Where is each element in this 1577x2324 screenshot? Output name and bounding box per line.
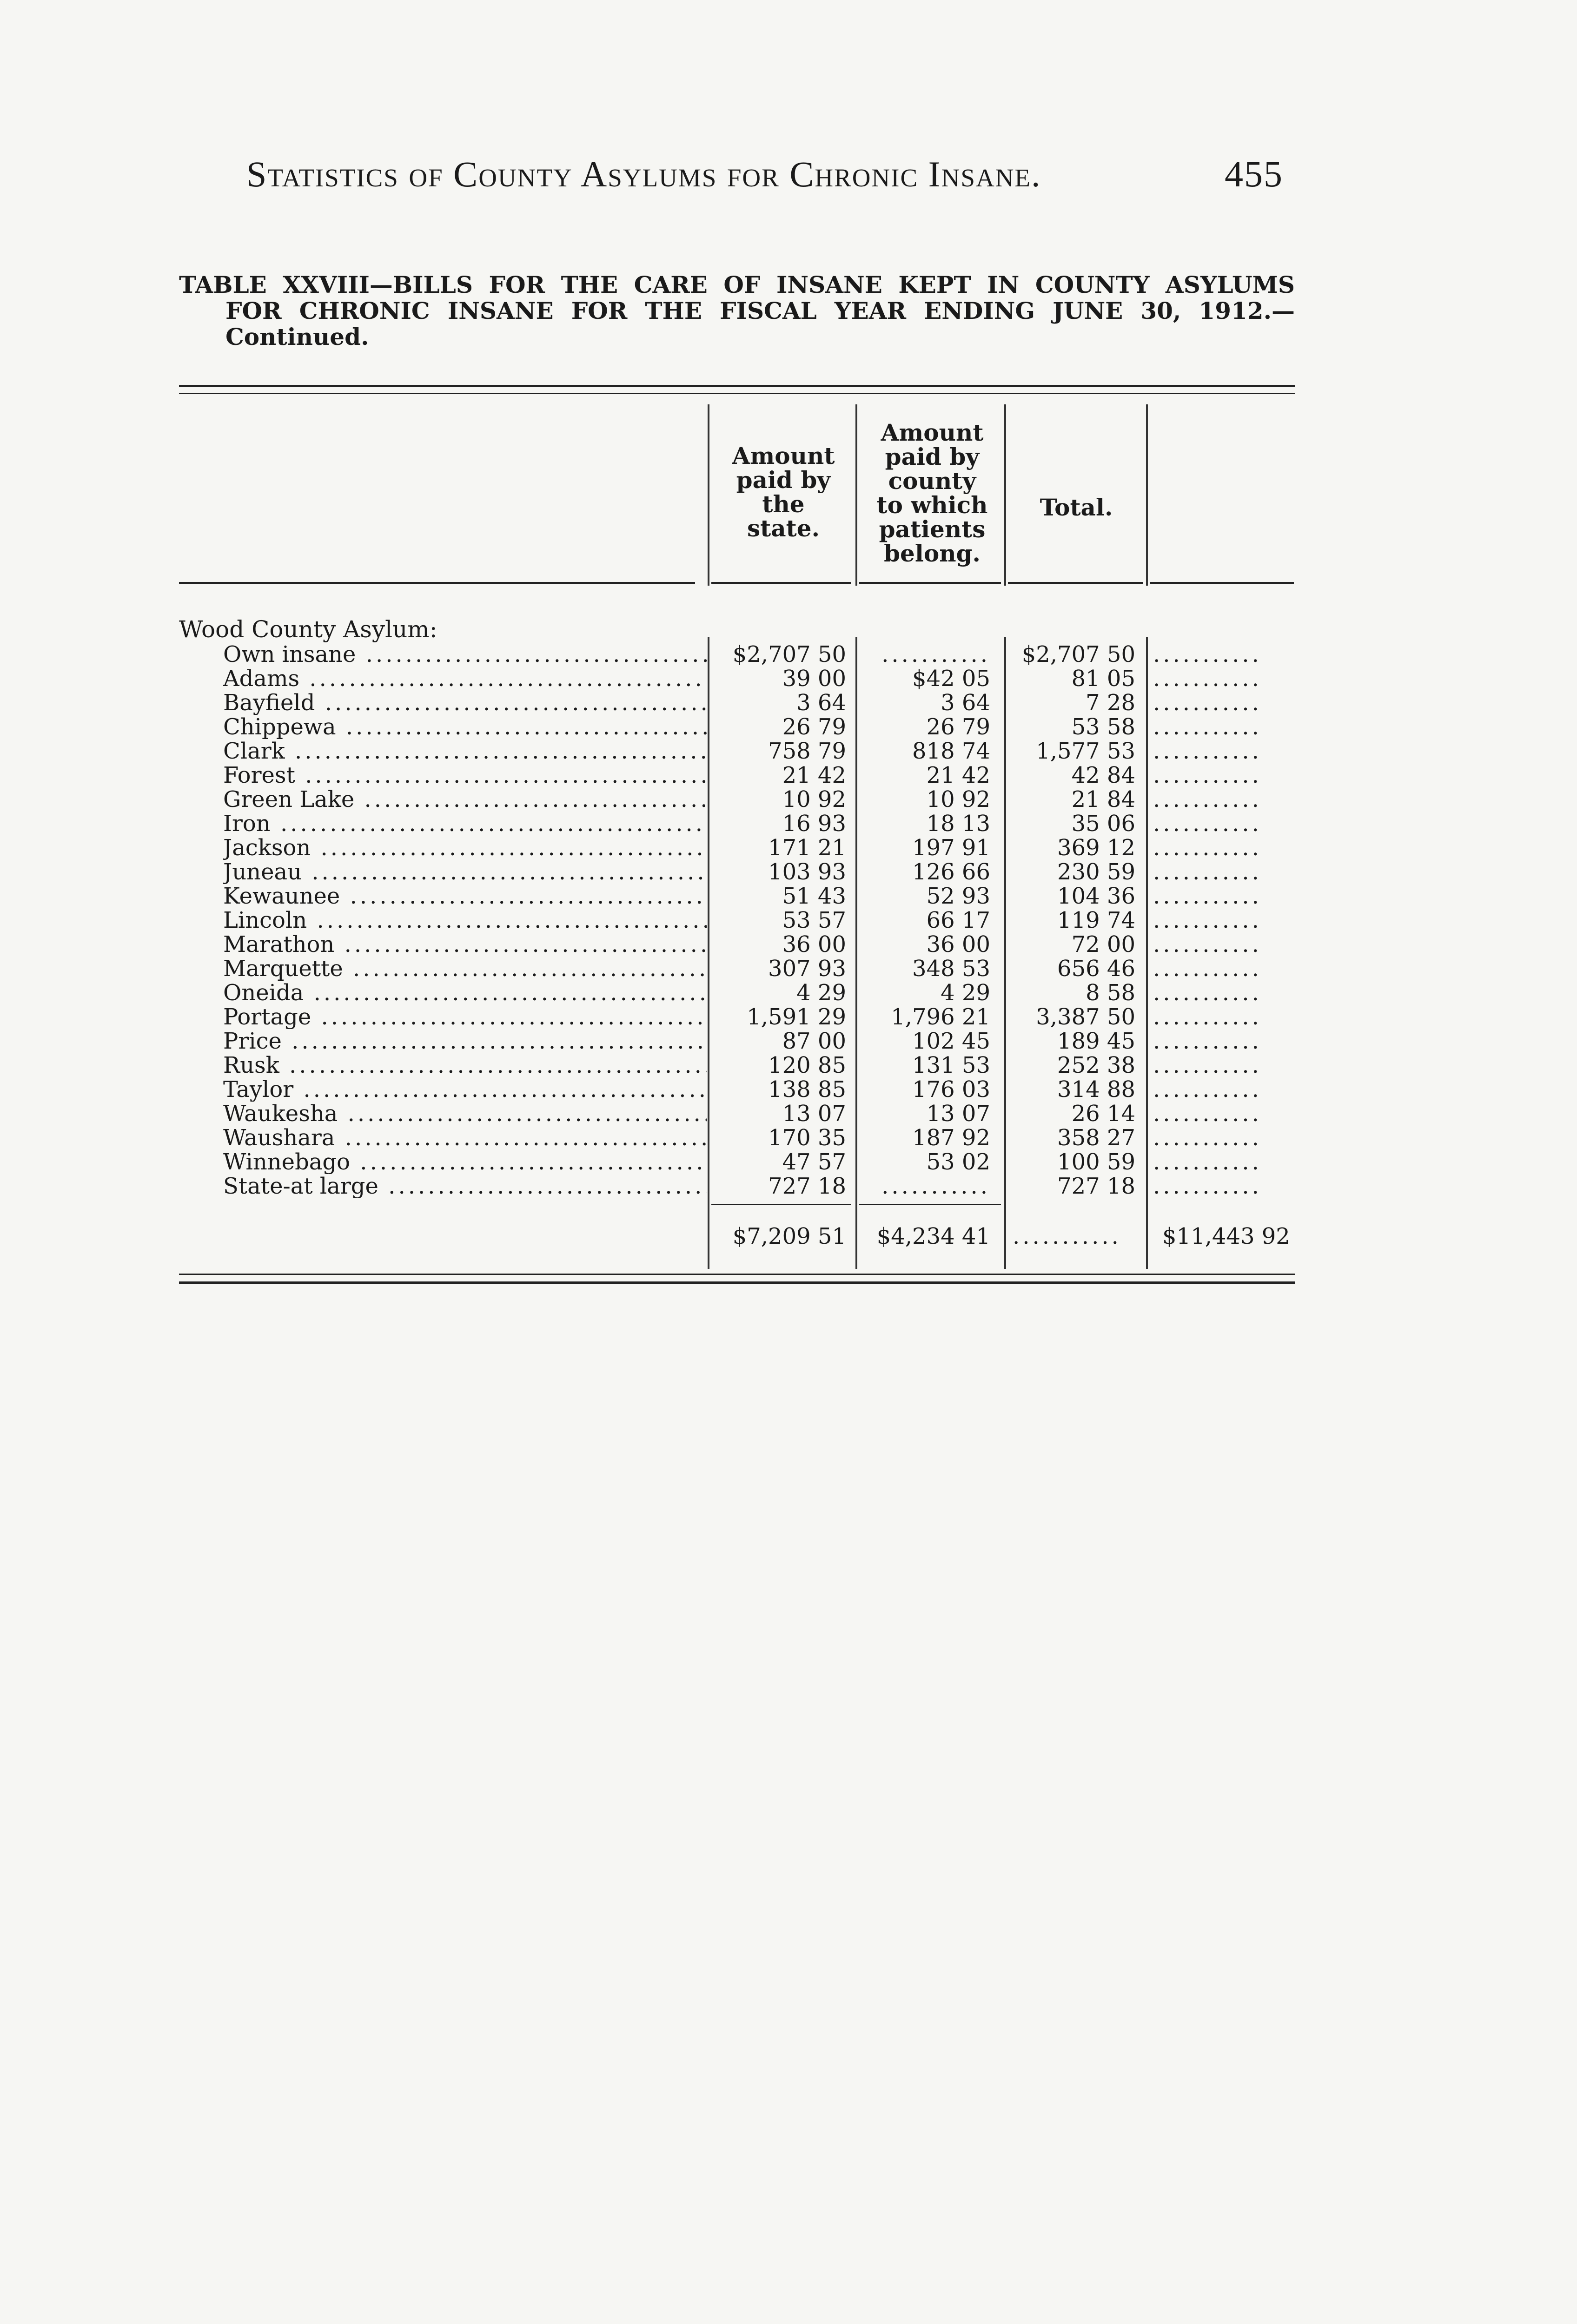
cell-county: 36 00 xyxy=(926,931,990,957)
cell-total: 21 84 xyxy=(1071,786,1135,812)
cell-extra: ........... xyxy=(1153,860,1262,884)
table-row xyxy=(0,812,1577,836)
row-label: Portage ..... xyxy=(223,1005,707,1029)
header-rule-total xyxy=(1008,582,1143,584)
row-label: Taylor ..... xyxy=(223,1077,707,1102)
cell-state: 39 00 xyxy=(782,666,846,692)
header-rule-state xyxy=(711,582,851,584)
cell-total: 727 18 xyxy=(1057,1173,1135,1199)
table-row xyxy=(0,884,1577,908)
cell-total: 369 12 xyxy=(1057,835,1135,861)
table-row xyxy=(0,763,1577,787)
row-label: Clark ..... xyxy=(223,739,707,763)
cell-total: 81 05 xyxy=(1071,666,1135,692)
row-label: Adams ..... xyxy=(223,667,707,691)
table-row xyxy=(0,860,1577,884)
cell-county: 66 17 xyxy=(926,907,990,933)
cell-total: 35 06 xyxy=(1071,811,1135,837)
table-row xyxy=(0,1029,1577,1053)
row-label: Marathon ..... xyxy=(223,932,707,957)
total-county: $4,234 41 xyxy=(876,1223,990,1249)
cell-extra: ........... xyxy=(1153,932,1262,957)
bottom-rule-1 xyxy=(179,1274,1295,1275)
cell-extra: ........... xyxy=(1153,715,1262,739)
cell-state: 53 57 xyxy=(782,907,846,933)
table-row xyxy=(0,1077,1577,1102)
cell-county: ........... xyxy=(881,641,990,667)
col-head-county: Amount paid by county to which patients belong. xyxy=(876,419,988,567)
table-row xyxy=(0,1102,1577,1126)
running-title: Statistics of County Asylums for Chronic Insane. xyxy=(246,154,1041,194)
cell-extra: ........... xyxy=(1153,787,1262,812)
cell-county: 3 64 xyxy=(941,690,990,716)
cell-county: 52 93 xyxy=(926,883,990,909)
row-label: Waushara ..... xyxy=(223,1126,707,1150)
cell-extra: ........... xyxy=(1153,957,1262,981)
col-divider-3 xyxy=(1004,404,1006,586)
row-label: Jackson ..... xyxy=(223,836,707,860)
subtotal-rule-state xyxy=(711,1204,851,1205)
row-label: Forest ..... xyxy=(223,763,707,787)
cell-extra: ........... xyxy=(1153,691,1262,715)
cell-extra: ........... xyxy=(1153,1174,1262,1198)
row-label: Juneau ..... xyxy=(223,860,707,884)
cell-state: $2,707 50 xyxy=(732,641,846,667)
row-label: Marquette ..... xyxy=(223,957,707,981)
cell-county: 348 53 xyxy=(912,956,990,982)
table-row xyxy=(0,691,1577,715)
row-label: State-at large ..... xyxy=(223,1174,707,1198)
table-row xyxy=(0,932,1577,957)
table-row xyxy=(0,1126,1577,1150)
table-row xyxy=(0,787,1577,812)
cell-extra: ........... xyxy=(1153,884,1262,908)
total-total: ........... xyxy=(1013,1223,1121,1249)
total-grand: $11,443 92 xyxy=(1162,1223,1290,1249)
cell-extra: ........... xyxy=(1153,1126,1262,1150)
col-head-total: Total. xyxy=(1040,494,1113,521)
cell-county: 1,796 21 xyxy=(891,1004,990,1030)
row-label: Lincoln ..... xyxy=(223,908,707,932)
cell-total: 656 46 xyxy=(1057,956,1135,982)
cell-state: 47 57 xyxy=(782,1149,846,1175)
cell-extra: ........... xyxy=(1153,981,1262,1005)
cell-state: 87 00 xyxy=(782,1028,846,1054)
cell-state: 170 35 xyxy=(768,1125,846,1151)
table-row xyxy=(0,908,1577,932)
page-header xyxy=(246,153,1283,205)
table-row xyxy=(0,1005,1577,1029)
table-row xyxy=(0,715,1577,739)
row-label: Iron ..... xyxy=(223,812,707,836)
cell-total: 358 27 xyxy=(1057,1125,1135,1151)
cell-county: 126 66 xyxy=(912,859,990,885)
cell-total: 1,577 53 xyxy=(1036,738,1135,764)
cell-total: 314 88 xyxy=(1057,1076,1135,1103)
cell-total: 3,387 50 xyxy=(1036,1004,1135,1030)
cell-state: 21 42 xyxy=(782,762,846,788)
col-divider-2 xyxy=(855,404,857,586)
cell-total: 100 59 xyxy=(1057,1149,1135,1175)
cell-total: 42 84 xyxy=(1071,762,1135,788)
cell-county: 187 92 xyxy=(912,1125,990,1151)
cell-state: 103 93 xyxy=(768,859,846,885)
cell-extra: ........... xyxy=(1153,1077,1262,1102)
cell-total: 8 58 xyxy=(1086,980,1135,1006)
cell-state: 171 21 xyxy=(768,835,846,861)
header-rule-county xyxy=(859,582,1001,584)
cell-extra: ........... xyxy=(1153,763,1262,787)
cell-county: ........... xyxy=(881,1173,990,1199)
cell-total: 7 28 xyxy=(1086,690,1135,716)
table-row xyxy=(0,667,1577,691)
cell-county: $42 05 xyxy=(912,666,990,692)
table-row xyxy=(0,1150,1577,1174)
table-row xyxy=(0,836,1577,860)
cell-state: 727 18 xyxy=(768,1173,846,1199)
row-label: Own insane ..... xyxy=(223,642,707,667)
total-state: $7,209 51 xyxy=(732,1223,846,1249)
cell-county: 818 74 xyxy=(912,738,990,764)
group-title: Wood County Asylum: xyxy=(179,616,437,643)
header-rule-label xyxy=(179,582,695,584)
cell-extra: ........... xyxy=(1153,908,1262,932)
subtotal-rule-county xyxy=(859,1204,1001,1205)
cell-total: 230 59 xyxy=(1057,859,1135,885)
header-rule-extra xyxy=(1150,582,1294,584)
cell-county: 176 03 xyxy=(912,1076,990,1103)
top-rule-2 xyxy=(179,393,1295,394)
cell-extra: ........... xyxy=(1153,1005,1262,1029)
cell-county: 4 29 xyxy=(941,980,990,1006)
cell-state: 138 85 xyxy=(768,1076,846,1103)
cell-extra: ........... xyxy=(1153,1053,1262,1077)
table-row xyxy=(0,981,1577,1005)
cell-county: 131 53 xyxy=(912,1052,990,1078)
cell-county: 26 79 xyxy=(926,714,990,740)
row-label: Bayfield ..... xyxy=(223,691,707,715)
bottom-rule-2 xyxy=(179,1281,1295,1284)
cell-state: 36 00 xyxy=(782,931,846,957)
totals-row xyxy=(0,1222,1577,1250)
table-row xyxy=(0,1053,1577,1077)
caption-line-3: Continued. xyxy=(225,323,369,350)
caption-line-1: TABLE XXVIII—BILLS FOR THE CARE OF INSANE KEPT IN COUNTY ASYLUMS xyxy=(179,271,1295,298)
cell-state: 1,591 29 xyxy=(747,1004,846,1030)
table-row xyxy=(0,1174,1577,1198)
cell-state: 3 64 xyxy=(796,690,846,716)
cell-total: $2,707 50 xyxy=(1021,641,1135,667)
col-head-state: Amount paid by the state. xyxy=(732,442,835,542)
cell-extra: ........... xyxy=(1153,1150,1262,1174)
row-label: Price ..... xyxy=(223,1029,707,1053)
cell-total: 72 00 xyxy=(1071,931,1135,957)
cell-extra: ........... xyxy=(1153,836,1262,860)
cell-total: 119 74 xyxy=(1057,907,1135,933)
cell-state: 26 79 xyxy=(782,714,846,740)
cell-county: 21 42 xyxy=(926,762,990,788)
cell-state: 4 29 xyxy=(796,980,846,1006)
col-divider-4 xyxy=(1146,404,1148,586)
row-label: Green Lake ..... xyxy=(223,787,707,812)
cell-state: 758 79 xyxy=(768,738,846,764)
row-label: Chippewa ..... xyxy=(223,715,707,739)
cell-extra: ........... xyxy=(1153,1029,1262,1053)
cell-state: 16 93 xyxy=(782,811,846,837)
page-number: 455 xyxy=(1225,154,1283,195)
cell-county: 102 45 xyxy=(912,1028,990,1054)
table-row xyxy=(0,957,1577,981)
cell-extra: ........... xyxy=(1153,739,1262,763)
cell-total: 252 38 xyxy=(1057,1052,1135,1078)
cell-extra: ........... xyxy=(1153,812,1262,836)
table-row xyxy=(0,642,1577,667)
cell-total: 189 45 xyxy=(1057,1028,1135,1054)
row-label: Oneida ..... xyxy=(223,981,707,1005)
caption-line-2: FOR CHRONIC INSANE FOR THE FISCAL YEAR ENDING JUNE 30, 1912.— xyxy=(225,297,1295,324)
cell-state: 307 93 xyxy=(768,956,846,982)
cell-total: 26 14 xyxy=(1071,1101,1135,1127)
cell-county: 53 02 xyxy=(926,1149,990,1175)
cell-county: 10 92 xyxy=(926,786,990,812)
cell-county: 197 91 xyxy=(912,835,990,861)
cell-county: 18 13 xyxy=(926,811,990,837)
cell-extra: ........... xyxy=(1153,1102,1262,1126)
row-label: Kewaunee ..... xyxy=(223,884,707,908)
cell-total: 53 58 xyxy=(1071,714,1135,740)
cell-extra: ........... xyxy=(1153,667,1262,691)
table-row xyxy=(0,739,1577,763)
cell-total: 104 36 xyxy=(1057,883,1135,909)
top-rule-1 xyxy=(179,385,1295,387)
row-label: Winnebago ..... xyxy=(223,1150,707,1174)
cell-county: 13 07 xyxy=(926,1101,990,1127)
table-caption xyxy=(179,272,1295,350)
cell-state: 13 07 xyxy=(782,1101,846,1127)
cell-state: 51 43 xyxy=(782,883,846,909)
row-label: Waukesha ..... xyxy=(223,1102,707,1126)
cell-extra: ........... xyxy=(1153,642,1262,667)
cell-state: 10 92 xyxy=(782,786,846,812)
col-divider-1 xyxy=(708,404,709,586)
cell-state: 120 85 xyxy=(768,1052,846,1078)
row-label: Rusk ..... xyxy=(223,1053,707,1077)
